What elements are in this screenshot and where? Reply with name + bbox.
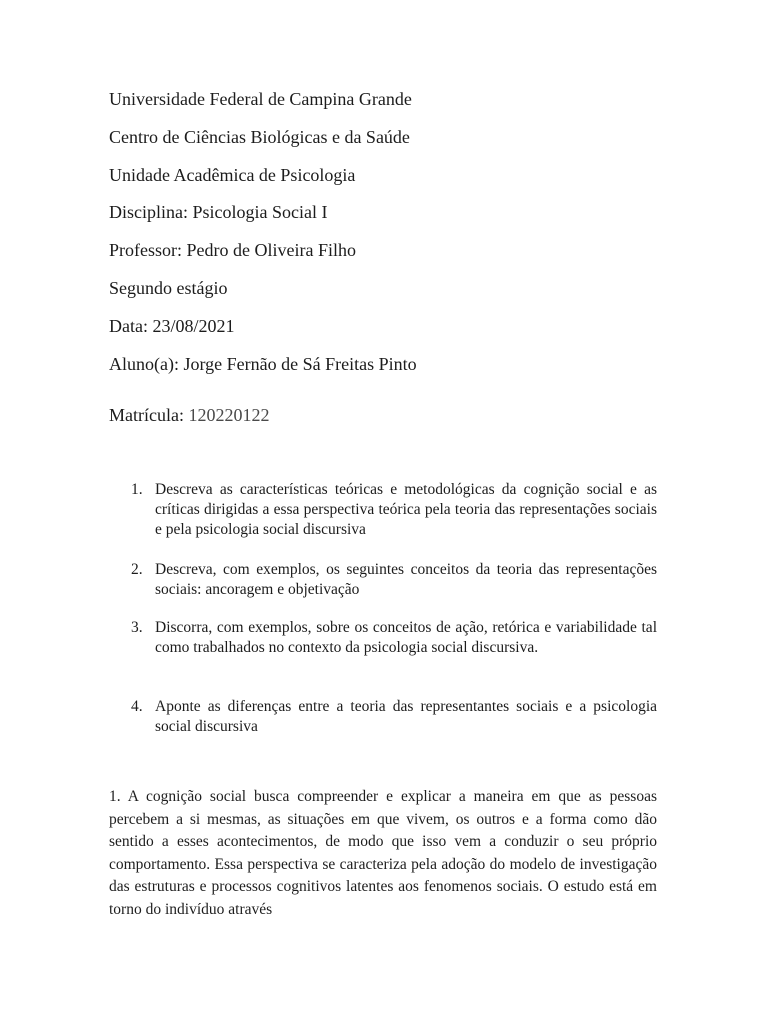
- registration-line: [109, 404, 269, 426]
- answer-paragraph: 1. A cognição social busca compreender e explicar a maneira em que as pessoas percebem a si mesmas, as situações em que vivem, os outros e a forma como dão sentido a esses acontecimentos, de modo que isso vem a conduzir o seu próprio comportamento. Essa perspectiva se caracteriza pela adoção do modelo de investigação das estruturas e processos cognitivos latentes aos fenomenos sociais. O estudo está em torno do indivíduo através: [109, 788, 657, 918]
- question-number: 3.: [131, 619, 143, 636]
- unit-line: Unidade Acadêmica de Psicologia: [109, 165, 356, 185]
- question-item-2: [109, 560, 657, 600]
- registration-label: Matrícula:: [109, 405, 189, 425]
- question-item-3: [109, 618, 657, 658]
- question-number: 1.: [131, 481, 143, 498]
- question-text: Discorra, com exemplos, sobre os conceitos de ação, retórica e variabilidade tal como trabalhados no contexto da psicologia social discursiva.: [155, 619, 657, 656]
- student-line: Aluno(a): Jorge Fernão de Sá Freitas Pinto: [109, 354, 417, 374]
- center-line: Centro de Ciências Biológicas e da Saúde: [109, 127, 410, 147]
- question-item-1: [109, 480, 657, 540]
- question-text: Descreva, com exemplos, os seguintes conceitos da teoria das representações sociais: ancoragem e objetivação: [155, 561, 657, 598]
- discipline-line: Disciplina: Psicologia Social I: [109, 202, 328, 222]
- question-item-4: [109, 697, 657, 737]
- registration-number: 120220122: [188, 405, 270, 425]
- question-text: Aponte as diferenças entre a teoria das representantes sociais e a psicologia social discursiva: [155, 698, 657, 735]
- university-line: Universidade Federal de Campina Grande: [109, 89, 412, 109]
- date-line: Data: 23/08/2021: [109, 316, 235, 336]
- question-text: Descreva as características teóricas e metodológicas da cognição social e as críticas dirigidas a essa perspectiva teórica pela teoria das representações sociais e pela psicologia social discursiva: [155, 481, 657, 538]
- question-number: 4.: [131, 698, 143, 715]
- professor-line: Professor: Pedro de Oliveira Filho: [109, 240, 356, 260]
- stage-line: Segundo estágio: [109, 278, 228, 298]
- question-number: 2.: [131, 561, 143, 578]
